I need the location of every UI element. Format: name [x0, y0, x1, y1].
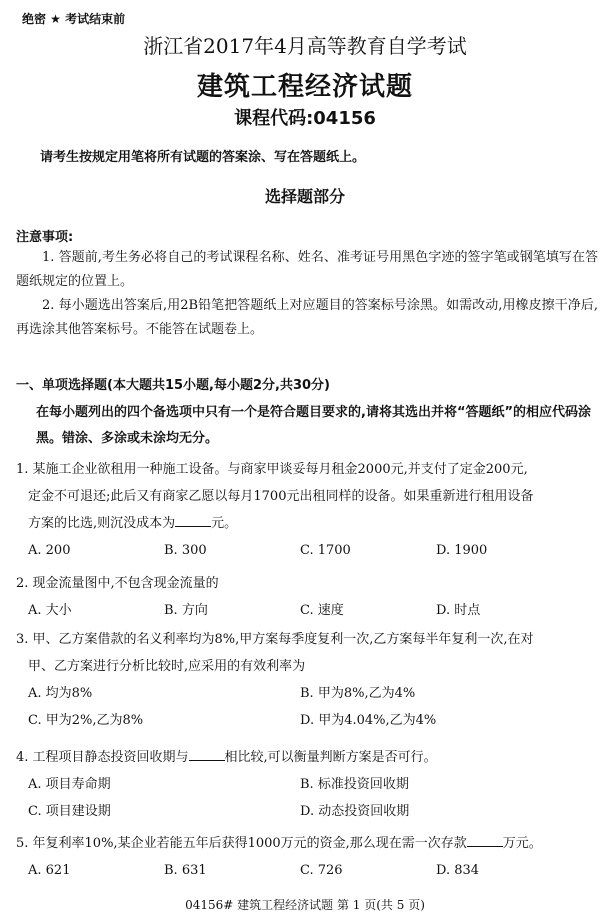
option: B. 631	[164, 863, 207, 878]
option: B. 300	[164, 543, 207, 558]
question-4	[16, 744, 598, 825]
question-2	[16, 570, 598, 624]
option: D. 时点	[436, 603, 481, 618]
answer-blank	[189, 748, 225, 761]
option: A. 200	[28, 543, 71, 558]
general-instruction: 请考生按规定用笔将所有试题的答案涂、写在答题纸上。	[40, 150, 366, 165]
option: C. 726	[300, 863, 343, 878]
question-line: 方案的比选,则沉没成本为 元。	[28, 516, 238, 531]
confidential-mark: 绝密 ★ 考试结束前	[22, 12, 126, 26]
question-line: 甲、乙方案进行分析比较时,应采用的有效利率为	[28, 659, 306, 674]
option: C. 速度	[300, 603, 344, 618]
options-row	[16, 771, 598, 798]
question-line: 5. 年复利率10%,某企业若能五年后获得1000万元的资金,那么现在需一次存款 万元。	[16, 836, 542, 851]
part-title: 一、单项选择题(本大题共15小题,每小题2分,共30分)	[16, 378, 330, 393]
options-row	[16, 537, 598, 564]
question-line: 4. 工程项目静态投资回收期与 相比较,可以衡量判断方案是否可行。	[16, 750, 437, 765]
question-3	[16, 626, 598, 734]
note-item: 2. 每小题选出答案后,用2B铅笔把答题纸上对应题目的答案标号涂黑。如需改动,用橡皮擦干净后,再选涂其他答案标号。不能答在试题卷上。	[16, 298, 598, 337]
answer-blank	[175, 514, 211, 527]
question-line: 定金不可退还;此后又有商家乙愿以每月1700元出租同样的设备。如果重新进行租用设备	[28, 489, 534, 504]
section-title: 选择题部分	[264, 187, 345, 206]
options-row	[16, 798, 598, 825]
question-line: 2. 现金流量图中,不包含现金流量的	[16, 576, 219, 591]
part-description: 在每小题列出的四个备选项中只有一个是符合题目要求的,请将其选出并将“答题纸”的相应代码涂黑。错涂、多涂或未涂均无分。	[36, 405, 592, 446]
option: B. 方向	[164, 603, 208, 618]
answer-blank	[467, 834, 503, 847]
option: B. 甲为8%,乙为4%	[300, 686, 416, 701]
notes-heading: 注意事项:	[16, 230, 74, 245]
course-code: 课程代码:04156	[234, 108, 376, 129]
option: D. 动态投资回收期	[300, 804, 410, 819]
option: A. 项目寿命期	[28, 777, 111, 792]
question-5	[16, 830, 598, 884]
page-footer: 04156# 建筑工程经济试题 第 1 页(共 5 页)	[185, 898, 425, 912]
options-row	[16, 680, 598, 707]
options-row	[16, 857, 598, 884]
option: A. 621	[28, 863, 71, 878]
option: A. 均为8%	[28, 686, 93, 701]
subject-title: 建筑工程经济试题	[196, 72, 413, 102]
options-row	[16, 707, 598, 734]
option: C. 1700	[300, 543, 351, 558]
question-line: 3. 甲、乙方案借款的名义利率均为8%,甲方案每季度复利一次,乙方案每半年复利一次,在对	[16, 632, 534, 647]
question-line: 1. 某施工企业欲租用一种施工设备。与商家甲谈妥每月租金2000元,并支付了定金200元,	[16, 462, 528, 477]
option: C. 甲为2%,乙为8%	[28, 713, 144, 728]
option: A. 大小	[28, 603, 72, 618]
option: C. 项目建设期	[28, 804, 111, 819]
option: B. 标准投资回收期	[300, 777, 409, 792]
options-row	[16, 597, 598, 624]
question-1	[16, 456, 598, 564]
exam-title: 浙江省2017年4月高等教育自学考试	[143, 34, 467, 58]
note-item: 1. 答题前,考生务必将自己的考试课程名称、姓名、准考证号用黑色字迹的签字笔或钢笔填写在答题纸规定的位置上。	[16, 250, 598, 289]
option: D. 1900	[436, 543, 488, 558]
option: D. 甲为4.04%,乙为4%	[300, 713, 437, 728]
option: D. 834	[436, 863, 480, 878]
